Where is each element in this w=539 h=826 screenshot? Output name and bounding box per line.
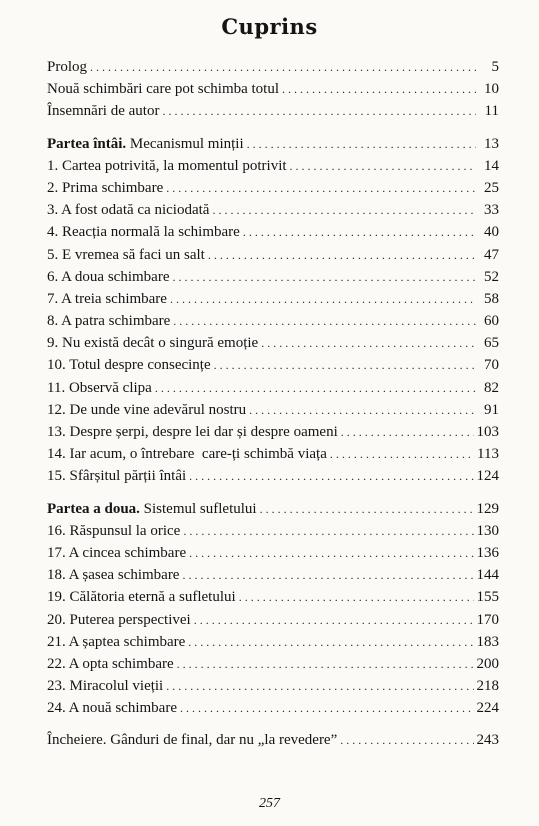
toc-entry[interactable] [47, 697, 499, 719]
toc-entry[interactable] [47, 155, 499, 177]
toc-entry-label: 3. A fost odată ca niciodată [47, 202, 210, 219]
toc-entry-page: 70 [484, 357, 499, 374]
toc-entry-label: 1. Cartea potrivită, la momentul potrivit [47, 157, 287, 174]
toc-entry-label: 16. Răspunsul la orice [47, 522, 181, 539]
table-of-contents [47, 56, 499, 762]
toc-entry-label: 10. Totul despre consecințe [47, 357, 211, 374]
toc-entry-title [47, 520, 180, 542]
toc-entry-label: Nouă schimbări care pot schimba totul [47, 81, 280, 98]
toc-entry[interactable] [47, 729, 499, 751]
toc-entry-page: 14 [484, 157, 499, 174]
toc-entry-page: 243 [476, 732, 499, 749]
toc-entry[interactable] [47, 244, 499, 266]
toc-entry-title [47, 310, 170, 332]
dot-leader [260, 498, 474, 520]
dot-leader [330, 443, 474, 465]
toc-entry-page: 47 [484, 246, 499, 263]
toc-entry-label: 7. A treia schimbare [47, 290, 167, 307]
toc-entry[interactable] [47, 133, 499, 155]
toc-entry[interactable] [47, 421, 499, 443]
toc-entry-label: Încheiere. Gânduri de final, dar nu „la revedere” [47, 732, 338, 749]
toc-entry-page: 136 [476, 544, 499, 561]
dot-leader [173, 310, 476, 332]
toc-entry-label: Mecanismul minții [126, 135, 244, 152]
toc-entry-page: 11 [484, 103, 499, 120]
toc-entry-label: 14. Iar acum, o întrebare care-ți schimbă viața [47, 446, 327, 463]
toc-entry[interactable] [47, 498, 499, 520]
toc-entry-label: 6. A doua schimbare [47, 268, 170, 285]
part-heading: Partea întâi. [47, 135, 127, 152]
toc-entry[interactable] [47, 56, 499, 78]
toc-entry[interactable] [47, 100, 499, 122]
toc-entry[interactable] [47, 399, 499, 421]
toc-entry-title [47, 332, 258, 354]
toc-entry-title [47, 288, 167, 310]
toc-entry[interactable] [47, 564, 499, 586]
toc-entry-page: 5 [491, 59, 499, 75]
toc-section [47, 729, 499, 751]
toc-section [47, 56, 499, 123]
toc-entry-label: 22. A opta schimbare [47, 655, 174, 672]
dot-leader [340, 729, 473, 751]
dot-leader [162, 100, 476, 122]
toc-entry-title [47, 221, 240, 243]
toc-entry-label: 23. Miracolul vieții [47, 678, 164, 695]
toc-entry-title [47, 697, 177, 719]
toc-entry-page: 130 [476, 522, 499, 539]
toc-entry-page: 113 [477, 446, 499, 463]
toc-entry-page: 129 [476, 500, 499, 517]
toc-entry-label: Sistemul sufletului [139, 500, 257, 517]
toc-entry-label: 17. A cincea schimbare [47, 544, 187, 561]
toc-entry-page: 33 [484, 202, 499, 219]
page-number: 257 [259, 796, 280, 811]
toc-entry-page: 200 [476, 655, 499, 672]
toc-entry-label: Însemnări de autor [47, 103, 160, 120]
toc-entry[interactable] [47, 266, 499, 288]
dot-leader [194, 609, 474, 631]
toc-entry-label: 8. A patra schimbare [47, 313, 171, 330]
toc-entry-page: 10 [484, 81, 499, 98]
dot-leader [341, 421, 474, 443]
toc-entry-title [47, 155, 287, 177]
dot-leader [214, 354, 476, 376]
dot-leader [166, 675, 473, 697]
toc-entry-label: 20. Puterea perspectivei [47, 611, 191, 628]
dot-leader [261, 332, 476, 354]
toc-entry-label: 13. Despre șerpi, despre lei dar și despre oameni [47, 424, 338, 440]
toc-entry-label: 11. Observă clipa [47, 379, 152, 396]
toc-entry-page: 65 [484, 335, 499, 352]
toc-entry[interactable] [47, 542, 499, 564]
toc-entry-label: 15. Sfârșitul părții întâi [47, 468, 187, 485]
toc-entry-title [47, 133, 244, 155]
toc-entry-label: 4. Reacția normală la schimbare [47, 224, 240, 241]
dot-leader [282, 78, 476, 100]
toc-entry[interactable] [47, 354, 499, 376]
dot-leader [212, 199, 476, 221]
toc-entry-label: Prolog [47, 59, 88, 75]
toc-entry-title [47, 78, 279, 100]
toc-entry-title [47, 56, 87, 78]
dot-leader [247, 133, 476, 155]
toc-entry-page: 25 [484, 179, 499, 196]
dot-leader [189, 465, 473, 487]
toc-entry[interactable] [47, 78, 499, 100]
toc-entry[interactable] [47, 221, 499, 243]
dot-leader [180, 697, 474, 719]
page-title: Cuprins [221, 14, 318, 39]
toc-entry[interactable] [47, 586, 499, 608]
toc-entry-label: 2. Prima schimbare [47, 179, 164, 196]
dot-leader [182, 564, 473, 586]
toc-entry-label: 19. Călătoria eternă a sufletului [47, 589, 236, 606]
toc-entry-page: 40 [484, 224, 499, 241]
toc-section [47, 133, 499, 488]
dot-leader [208, 244, 476, 266]
toc-entry[interactable] [47, 609, 499, 631]
toc-entry[interactable] [47, 465, 499, 487]
toc-entry-label: 24. A nouă schimbare [47, 700, 177, 717]
toc-entry-title [47, 653, 174, 675]
toc-entry-title [47, 498, 257, 520]
toc-entry-page: 60 [484, 313, 499, 330]
toc-entry[interactable] [47, 631, 499, 653]
toc-entry-title [47, 443, 327, 465]
toc-entry-page: 13 [484, 135, 499, 152]
toc-entry-label: 12. De unde vine adevărul nostru [47, 401, 247, 418]
toc-entry-title [47, 675, 163, 697]
toc-entry[interactable] [47, 443, 499, 465]
toc-entry-page: 224 [476, 700, 499, 717]
toc-entry-title [47, 729, 337, 751]
toc-entry-title [47, 377, 152, 399]
toc-entry-title [47, 631, 185, 653]
toc-entry[interactable] [47, 653, 499, 675]
part-heading: Partea a doua. [47, 500, 140, 517]
toc-entry[interactable] [47, 520, 499, 542]
dot-leader [188, 631, 473, 653]
toc-entry-title [47, 244, 205, 266]
toc-entry-label: 21. A șaptea schimbare [47, 633, 186, 650]
toc-entry[interactable] [47, 377, 499, 399]
toc-entry-page: 144 [476, 567, 499, 584]
toc-entry[interactable] [47, 288, 499, 310]
dot-leader [177, 653, 474, 675]
toc-entry-title [47, 266, 169, 288]
toc-entry-page: 103 [476, 424, 499, 440]
toc-entry-page: 183 [476, 633, 499, 650]
dot-leader [170, 288, 476, 310]
toc-entry-title [47, 100, 159, 122]
toc-entry-title [47, 421, 338, 443]
toc-entry-page: 218 [476, 678, 499, 695]
toc-section [47, 498, 499, 720]
toc-entry-page: 82 [484, 379, 499, 396]
dot-leader [155, 377, 476, 399]
toc-entry-title [47, 586, 236, 608]
toc-entry-title [47, 465, 186, 487]
toc-entry-title [47, 177, 163, 199]
toc-entry-label: 9. Nu există decât o singură emoție [47, 335, 259, 352]
toc-entry-page: 170 [476, 611, 499, 628]
toc-entry-title [47, 542, 186, 564]
dot-leader [239, 586, 474, 608]
toc-entry-title [47, 564, 179, 586]
toc-entry-title [47, 199, 209, 221]
toc-entry-title [47, 354, 211, 376]
toc-entry-page: 155 [476, 589, 499, 606]
toc-entry[interactable] [47, 199, 499, 221]
toc-entry-page: 58 [484, 290, 499, 307]
dot-leader [189, 542, 473, 564]
toc-entry-page: 52 [484, 268, 499, 285]
toc-entry-label: 18. A șasea schimbare [47, 567, 180, 584]
dot-leader [249, 399, 476, 421]
toc-entry-title [47, 399, 246, 421]
toc-entry-page: 91 [484, 401, 499, 418]
dot-leader [183, 520, 473, 542]
dot-leader [90, 56, 476, 78]
dot-leader [166, 177, 476, 199]
toc-entry[interactable] [47, 675, 499, 697]
dot-leader [172, 266, 476, 288]
toc-entry[interactable] [47, 332, 499, 354]
dot-leader [290, 155, 476, 177]
toc-entry[interactable] [47, 310, 499, 332]
dot-leader [243, 221, 476, 243]
toc-entry[interactable] [47, 177, 499, 199]
toc-entry-page: 124 [476, 468, 499, 485]
toc-entry-label: 5. E vremea să faci un salt [47, 246, 205, 263]
toc-entry-title [47, 609, 191, 631]
